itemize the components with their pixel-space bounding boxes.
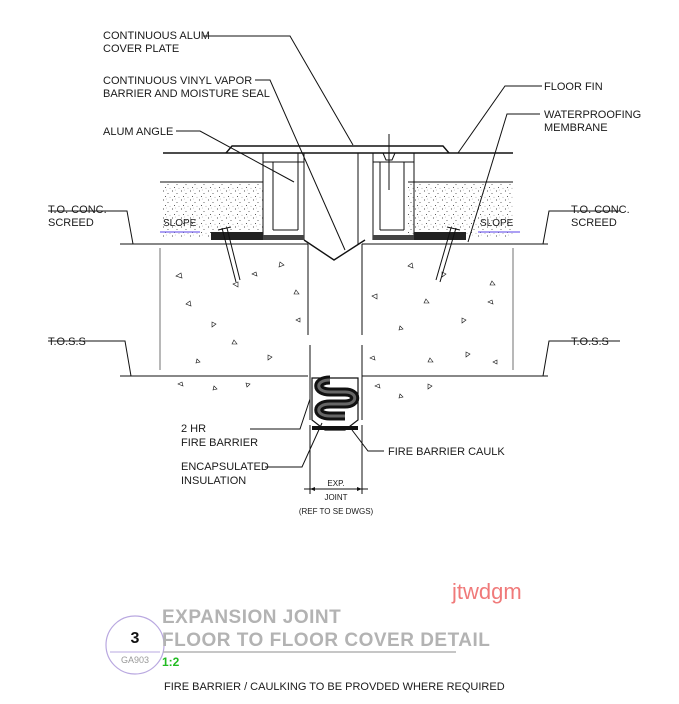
label-floor-fin: FLOOR FIN xyxy=(544,81,603,93)
label-fire-barrier-2: FIRE BARRIER xyxy=(181,437,259,449)
vinyl-vapor-barrier xyxy=(304,240,365,260)
detail-number: 3 xyxy=(130,630,140,647)
label-fire-barrier-1: 2 HR xyxy=(181,423,207,435)
label-waterproof-1: WATERPROOFING xyxy=(544,109,642,121)
label-toss-left: T.O.S.S xyxy=(48,336,86,348)
title-line-2: FLOOR TO FLOOR COVER DETAIL xyxy=(162,630,491,651)
leader-lines xyxy=(176,36,542,467)
label-waterproof-2: MEMBRANE xyxy=(544,122,608,134)
alum-angle-right xyxy=(373,153,414,240)
label-insulation-1: ENCAPSULATED xyxy=(181,461,269,473)
slab-right xyxy=(362,244,548,376)
label-to-conc-right-2: SCREED xyxy=(571,217,617,229)
label-cover-plate-2: COVER PLATE xyxy=(103,43,180,55)
label-toss-right: T.O.S.S xyxy=(571,336,609,348)
scale-label: 1:2 xyxy=(162,655,180,669)
note-text: FIRE BARRIER / CAULKING TO BE PROVDED WHERE REQUIRED xyxy=(164,681,505,693)
label-to-conc-left-2: SCREED xyxy=(48,217,94,229)
label-cover-plate-1: CONTINUOUS ALUM xyxy=(103,30,210,42)
label-caulk: FIRE BARRIER CAULK xyxy=(388,446,505,458)
label-exp-2: JOINT xyxy=(324,493,348,502)
slope-label-right: SLOPE xyxy=(480,218,514,229)
label-to-conc-right-1: T.O. CONC. xyxy=(571,204,630,216)
slope-label-left: SLOPE xyxy=(163,218,197,229)
label-to-conc-left-1: T.O. CONC. xyxy=(48,204,107,216)
title-line-1: EXPANSION JOINT xyxy=(162,607,342,628)
watermark: jtwdgm xyxy=(452,579,522,604)
alum-angle-left xyxy=(263,153,304,240)
sheet-number: GA903 xyxy=(120,655,150,665)
label-insulation-2: INSULATION xyxy=(181,475,247,487)
label-alum-angle: ALUM ANGLE xyxy=(103,126,174,138)
fire-barrier xyxy=(312,378,358,430)
datum-markers xyxy=(48,211,620,376)
label-exp-1: EXP. xyxy=(327,479,345,488)
label-exp-3: (REF TO SE DWGS) xyxy=(298,507,374,516)
label-vapor-1: CONTINUOUS VINYL VAPOR xyxy=(103,75,253,87)
label-vapor-2: BARRIER AND MOISTURE SEAL xyxy=(103,88,270,100)
